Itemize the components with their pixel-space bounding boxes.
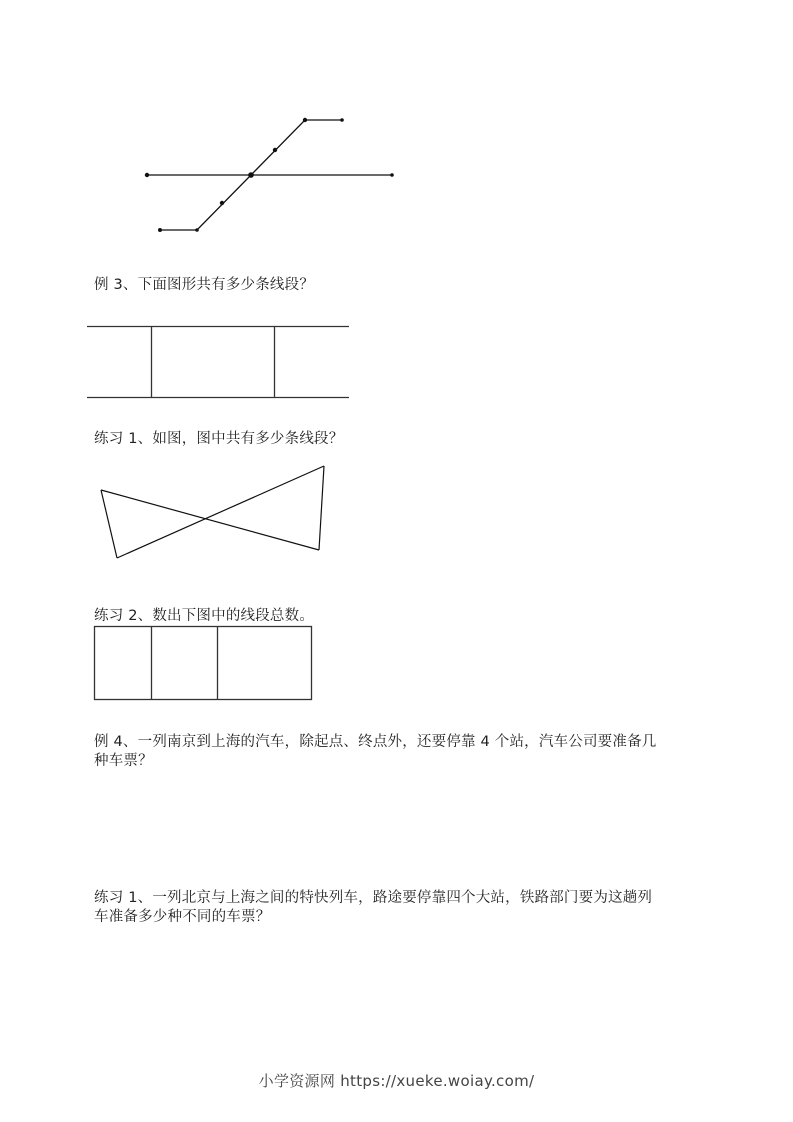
practice-1b-question bbox=[94, 889, 704, 927]
example-4-question bbox=[94, 733, 704, 771]
example-3-question bbox=[94, 276, 704, 295]
practice-2-text: 练习 2、数出下图中的线段总数。 bbox=[94, 608, 315, 624]
footer-watermark: 小学资源网 https://xueke.woiay.com/ bbox=[258, 1072, 535, 1090]
example-4-line-1: 例 4、一列南京到上海的汽车，除起点、终点外，还要停靠 4 个站，汽车公司要准备几 bbox=[94, 734, 657, 750]
practice-1a-question bbox=[94, 430, 704, 449]
example-4-line-2: 种车票？ bbox=[94, 753, 153, 769]
practice-1b-line-2: 车准备多少种不同的车票？ bbox=[94, 909, 271, 925]
example-3-text: 例 3、下面图形共有多少条线段？ bbox=[94, 277, 315, 293]
practice-2-question bbox=[94, 607, 704, 626]
practice-1a-text: 练习 1、如图，图中共有多少条线段？ bbox=[94, 431, 344, 447]
practice-1b-line-1: 练习 1、一列北京与上海之间的特快列车，路途要停靠四个大站，铁路部门要为这趟列 bbox=[94, 890, 653, 906]
